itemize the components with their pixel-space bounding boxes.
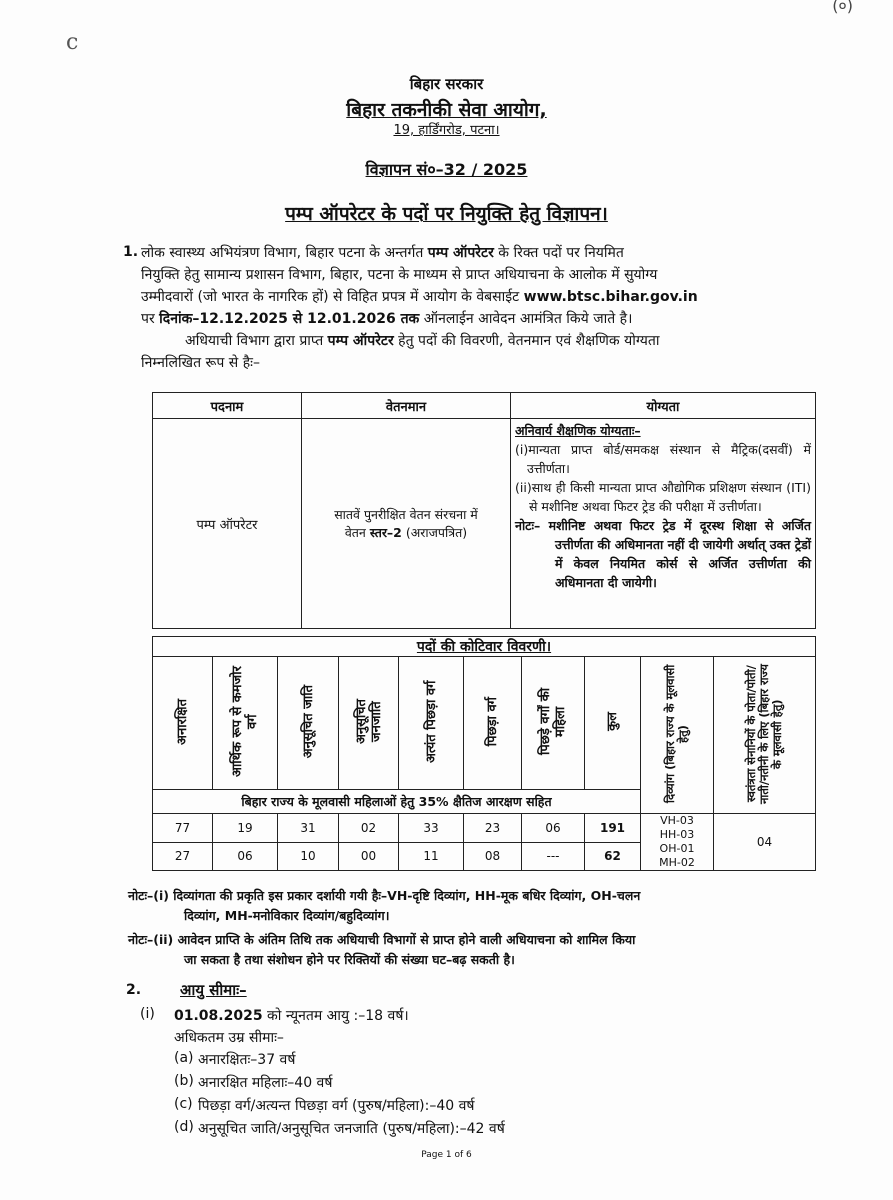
header-government: बिहार सरकार	[409, 75, 484, 93]
qualification-item: (i)मान्यता प्राप्त बोर्ड/समकक्ष संस्थान से मैट्रिक(दसवीं) में उत्तीर्णता।	[515, 442, 811, 476]
post-name-bold: पम्प ऑपरेटर	[327, 333, 394, 349]
text: अधियाची विभाग द्वारा प्राप्त	[185, 333, 328, 349]
table-cell: 27	[153, 842, 213, 871]
note-line: नोटः–(ii) आवेदन प्राप्ति के अंतिम तिथि तक अधियाची विभागों से प्राप्त होने वाली अधियाचना को शामिल किया	[128, 932, 636, 947]
text: हेतु पदों की विवरणी, वेतनमान एवं शैक्षणिक योग्यता	[393, 333, 660, 349]
text: ऑनलाईन आवेदन आमंत्रित किये जाते है।	[419, 311, 633, 327]
table-header-row	[153, 393, 816, 419]
divyang-value: MH-02	[659, 856, 695, 869]
column-label: दिव्यांग (बिहार राज्य के मूलवासी हेतु)	[663, 664, 690, 803]
divyang-value: HH-03	[659, 828, 695, 841]
column-header	[399, 657, 464, 790]
divyang-value: OH-01	[659, 842, 695, 855]
note-line: दिव्यांग, MH-मनोविकार दिव्यांग/बहुदिव्यांग।	[184, 908, 390, 923]
text: उम्मीदवारों (जो भारत के नागरिक हों) से विहित प्रपत्र में आयोग के वेबसाईट	[141, 289, 524, 305]
column-label: स्वतंत्रता सेनानियों के पोता/पोती/नाती/नतीनी के लिए (बिहार राज्य के मूलवासी हेतु)	[744, 663, 784, 804]
para-line: नियुक्ति हेतु सामान्य प्रशासन विभाग, बिहार, पटना के माध्यम से प्राप्त अधियाचना के आलोक में सुयोग्य	[141, 267, 658, 283]
pen-mark: c	[66, 30, 79, 55]
column-header: वेतनमान	[302, 393, 511, 419]
freedom-fighter-cell: 04	[714, 814, 816, 871]
column-header	[213, 657, 278, 790]
column-header	[339, 657, 399, 790]
post-name-bold: पम्प ऑपरेटर	[427, 245, 494, 261]
qualification-note: नोटः– मशीनिष्ट अथवा फिटर ट्रेड में दूरस्थ शिक्षा से अर्जित उत्तीर्णता की अधिमानता नहीं दी जायेगी अर्थात् उक्त ट्रेडों में केवल नियमित कोर्स से अर्जित उत्तीर्णता की अधिमानता दी जायेगी।	[515, 518, 811, 590]
table-cell: ---	[522, 842, 585, 871]
table-title-row	[153, 637, 816, 657]
max-age-label: अधिकतम उम्र सीमाः–	[174, 1030, 284, 1046]
para-line	[141, 308, 813, 330]
divyang-cell	[641, 814, 714, 871]
min-age-line	[174, 1006, 409, 1025]
column-header	[522, 657, 585, 790]
age-item-label: (d)	[174, 1119, 194, 1135]
website-link[interactable]: www.btsc.bihar.gov.in	[523, 289, 698, 305]
qualification-title: अनिवार्य शैक्षणिक योग्यताः–	[515, 423, 641, 438]
para-line: निम्नलिखित रूप से हैः–	[141, 355, 260, 371]
pay-line: सातवें पुनरीक्षित वेतन संरचना में	[334, 506, 478, 522]
text: वेतन	[344, 524, 370, 540]
column-label: अनारक्षित	[175, 698, 190, 745]
page-footer: Page 1 of 6	[421, 1150, 472, 1160]
column-header: पदनाम	[153, 393, 302, 419]
para-line	[141, 330, 813, 352]
text: पर	[141, 311, 160, 327]
pay-level: स्तर–2	[369, 524, 402, 540]
header-commission: बिहार तकनीकी सेवा आयोग,	[346, 99, 547, 121]
note-line: जा सकता है तथा संशोधन होने पर रिक्तियों की संख्या घट–बढ़ सकती है।	[184, 952, 515, 967]
horizontal-reservation-note: बिहार राज्य के मूलवासी महिलाओं हेतु 35% क्षैतिज आरक्षण सहित	[153, 790, 641, 814]
text: के रिक्त पदों पर नियमित	[493, 245, 624, 261]
column-header	[464, 657, 522, 790]
table-cell: 10	[278, 842, 339, 871]
pay-line	[306, 524, 506, 542]
table-row	[153, 814, 816, 843]
column-label: अनुसूचित जाति	[300, 684, 316, 759]
age-item-label: (i)	[140, 1006, 155, 1022]
column-header	[153, 657, 213, 790]
table-cell: 06	[213, 842, 278, 871]
table-cell: 00	[339, 842, 399, 871]
para-line	[141, 286, 813, 308]
header-address: 19, हार्डिंगरोड, पटना।	[393, 123, 500, 138]
table-title: पदों की कोटिवार विवरणी।	[153, 637, 816, 657]
age-item-label: (b)	[174, 1073, 194, 1089]
corner-page-mark: (०)	[832, 0, 853, 15]
column-header	[641, 657, 714, 814]
table-cell: 06	[522, 814, 585, 843]
table-cell-total: 191	[585, 814, 641, 843]
text: लोक स्वास्थ्य अभियंत्रण विभाग, बिहार पटना के अन्तर्गत	[141, 245, 428, 261]
section-2-number: 2.	[126, 982, 142, 998]
table-cell: 02	[339, 814, 399, 843]
age-limit-heading: आयु सीमाः–	[180, 981, 247, 999]
section-1-number: 1.	[123, 244, 139, 260]
column-label: कुल	[605, 712, 620, 731]
column-label: पिछड़े वर्गों की महिला	[538, 687, 568, 756]
column-label: अत्यंत पिछड़ा वर्ग	[423, 680, 439, 763]
table-cell: 77	[153, 814, 213, 843]
table-cell: 33	[399, 814, 464, 843]
page-title: पम्प ऑपरेटर के पदों पर नियुक्ति हेतु विज्ञापन।	[285, 203, 608, 225]
age-item-text: अनारक्षित महिलाः–40 वर्ष	[198, 1075, 333, 1091]
category-vacancy-table	[152, 636, 816, 871]
table-row	[153, 419, 816, 629]
text: को न्यूनतम आयु :–18 वर्ष।	[262, 1008, 409, 1024]
column-header	[714, 657, 816, 814]
text: (अराजपत्रित)	[401, 524, 468, 540]
post-details-table	[152, 392, 816, 629]
cutoff-date: 01.08.2025	[174, 1008, 263, 1024]
note-2	[128, 930, 818, 970]
age-item-label: (a)	[174, 1050, 194, 1066]
table-header-row	[153, 657, 816, 790]
age-item-text: अनारक्षितः–37 वर्ष	[198, 1052, 296, 1068]
column-header: योग्यता	[511, 393, 816, 419]
age-item-text: अनुसूचित जाति/अनुसूचित जनजाति (पुरुष/महिला):–42 वर्ष	[198, 1121, 505, 1137]
table-cell-total: 62	[585, 842, 641, 871]
table-cell: 23	[464, 814, 522, 843]
qualification-cell	[511, 419, 816, 629]
qualification-item: (ii)साथ ही किसी मान्यता प्राप्त औद्योगिक प्रशिक्षण संस्थान (ITI) से मशीनिष्ट अथवा फिटर ट्रेड की परीक्षा में उत्तीर्णता।	[515, 480, 811, 514]
table-cell: 11	[399, 842, 464, 871]
table-cell: 08	[464, 842, 522, 871]
post-name-cell: पम्प ऑपरेटर	[153, 419, 302, 629]
pay-scale-cell	[302, 419, 511, 629]
column-label: आर्थिक रूप से कमजोर वर्ग	[230, 666, 260, 777]
column-header	[278, 657, 339, 790]
application-dates: दिनांक–12.12.2025 से 12.01.2026 तक	[159, 311, 420, 327]
note-line: नोटः–(i) दिव्यांगता की प्रकृति इस प्रकार दर्शायी गयी हैः–VH-दृष्टि दिव्यांग, HH-मूक बधिर दिव्यांग, OH-चलन	[128, 888, 641, 903]
table-cell: 19	[213, 814, 278, 843]
divyang-value: VH-03	[660, 814, 694, 827]
note-1	[128, 886, 818, 926]
advertisement-number: विज्ञापन सं०–32 / 2025	[365, 160, 528, 179]
para-line	[141, 242, 813, 264]
section-1-paragraph	[141, 242, 813, 374]
age-item-text: पिछड़ा वर्ग/अत्यन्त पिछड़ा वर्ग (पुरुष/महिला):–40 वर्ष	[198, 1098, 475, 1114]
column-label: अनुसूचित जनजाति	[353, 699, 384, 744]
age-item-label: (c)	[174, 1096, 193, 1112]
column-header	[585, 657, 641, 790]
column-label: पिछड़ा वर्ग	[485, 696, 500, 747]
table-cell: 31	[278, 814, 339, 843]
